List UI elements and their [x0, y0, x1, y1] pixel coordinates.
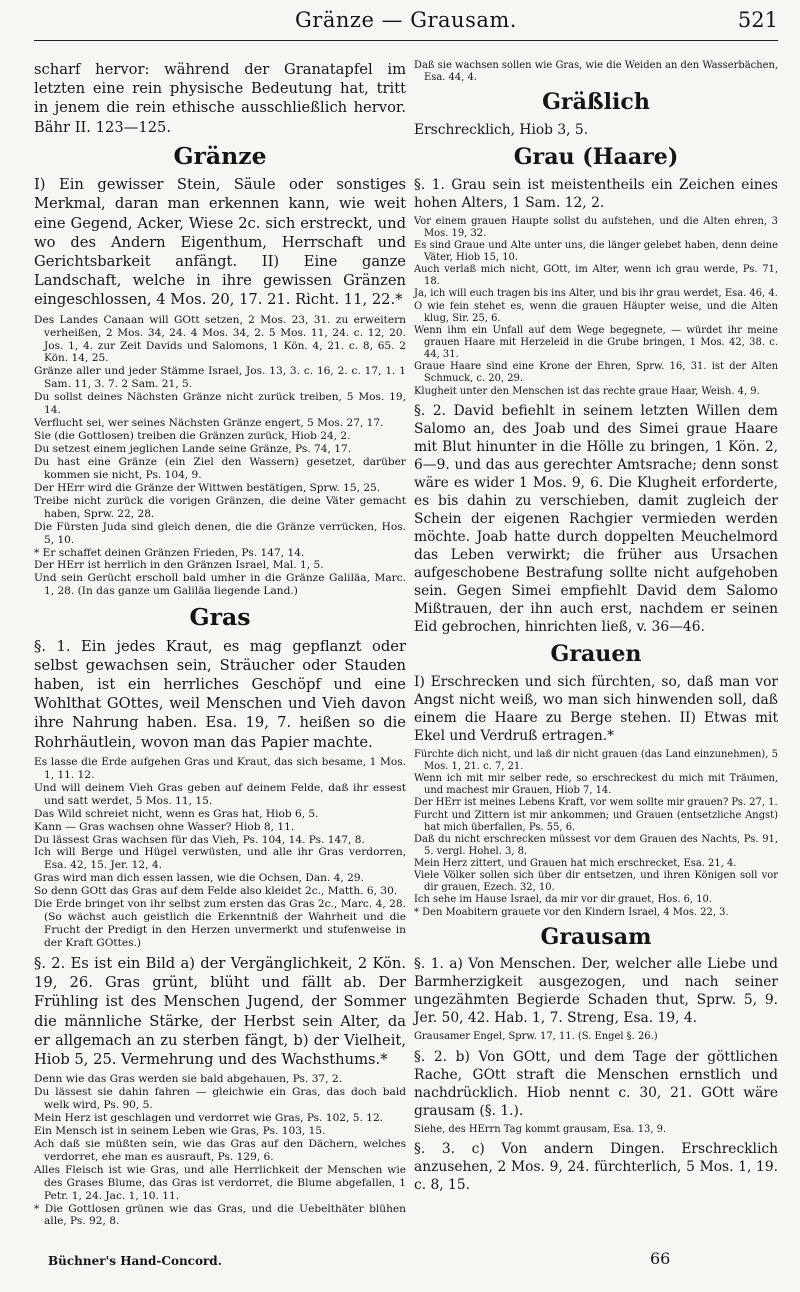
paragraph: §. 2. b) Von GOtt, und dem Tage der göttlichen Rache, GOtt straft die Menschen ernstlich und nachdrücklich. Hiob nennt c. 30, 21. GOtt wäre grausam (§. 1.).: [414, 1048, 778, 1119]
paragraph: §. 1. Grau sein ist meistentheils ein Zeichen eines hohen Alters, 1 Sam. 12, 2.: [414, 176, 778, 211]
citation: Furcht und Zittern ist mir ankommen; und Grauen (entsetzliche Angst) hat mich überfallen, Ps. 55, 6.: [414, 809, 778, 833]
paragraph: §. 2. Es ist ein Bild a) der Vergänglichkeit, 2 Kön. 19, 26. Gras grünt, blüht und fällt ab. Der Frühling ist des Menschen Jugend, der Sommer die männliche Stärke, der Herbst sein Alter, da er allgemach an zu sterben fängt, b) der Vielheit, Hiob 5, 25. Vermehrung und des Wachsthums.*: [34, 954, 406, 1068]
entry-heading-grauen: Grauen: [550, 641, 642, 668]
paragraph: §. 1. Ein jedes Kraut, es mag gepflanzt oder selbst gewachsen sein, Sträucher oder Stauden haben, ist ein herrliches Geschöpf und eine Wohlthat GOttes, weil Menschen und Vieh davon ihre Nahrung haben. Esa. 19, 7. heißen so die Rohrhäutlein, wovon man das Papier machte.: [34, 637, 406, 751]
citation: Vor einem grauen Haupte sollst du aufstehen, und die Alten ehren, 3 Mos. 19, 32.: [414, 215, 778, 239]
citation: Und will deinem Vieh Gras geben auf deinem Felde, daß ihr essest und satt werdet, 5 Mos. 11, 15.: [34, 781, 406, 807]
citation: Und sein Gerücht erscholl bald umher in die Gränze Galiläa, Marc. 1, 28. (In das ganze um Galiläa liegende Land.): [34, 572, 406, 598]
citation: Kann — Gras wachsen ohne Wasser? Hiob 8, 11.: [34, 820, 295, 833]
paragraph: §. 2. David befiehlt in seinem letzten Willen dem Salomo an, des Joab und des Simei graue Haare mit Blut hinunter in die Hölle zu bringen, 1 Kön. 2, 6—9. und das aus gerechter Amtsrache; denn sonst wäre es wider 1 Mos. 9, 6. Die Klugheit erforderte, es bis dahin zu verschieben, damit zugleich der Schein der eigenen Rachgier vermieden werden möchte. Joab hatte durch doppelten Meuchelmord das Leben verwirkt; die früher aus Ursachen aufgeschobene Bestrafung sollte nicht aufgehoben sein. Gegen Simei empfiehlt David dem Salomo Mißtrauen, der ihn auch erst, nachdem er seinen Eid gebrochen, hinrichten ließ, v. 36—46.: [414, 402, 778, 636]
page-number: 521: [737, 8, 778, 32]
citation: Sie (die Gottlosen) treiben die Gränzen zurück, Hiob 24, 2.: [34, 430, 351, 443]
citation: Siehe, des HErrn Tag kommt grausam, Esa. 13, 9.: [414, 1123, 667, 1135]
citation: Die Erde bringet von ihr selbst zum ersten das Gras 2c., Marc. 4, 28. (So wächst auch geistlich die Erkenntniß der Wahrheit und die Frucht der Predigt in den Herzen unvermerkt und stufenweise in der Kraft GOttes.): [34, 898, 406, 950]
citation: Ich will Berge und Hügel verwüsten, und alle ihr Gras verdorren, Esa. 42, 15. Jer. 12, 4.: [34, 846, 406, 872]
citation: Der HErr ist meines Lebens Kraft, vor wem sollte mir grauen? Ps. 27, 1.: [414, 797, 778, 809]
signature-mark: 66: [650, 1249, 671, 1268]
citation: Auch verlaß mich nicht, GOtt, im Alter, wenn ich grau werde, Ps. 71, 18.: [414, 264, 778, 288]
paragraph: scharf hervor: während der Granatapfel im letzten eine rein physische Bedeutung hat, tritt in jenem die rein ethische ausschließlich hervor. Bähr II. 123—125.: [34, 61, 406, 136]
citation: Daß du nicht erschrecken müssest vor dem Grauen des Nachts, Ps. 91, 5. vergl. Hohel. 3, 8.: [414, 833, 778, 857]
citation: * Den Moabitern grauete vor den Kindern Israel, 4 Mos. 22, 3.: [414, 906, 729, 918]
citation: Ich sehe im Hause Israel, da mir vor dir grauet, Hos. 6, 10.: [414, 894, 713, 906]
citation: Das Wild schreiet nicht, wenn es Gras hat, Hiob 6, 5.: [34, 807, 319, 820]
citation: Alles Fleisch ist wie Gras, und alle Herrlichkeit der Menschen wie des Grases Blume, das Gras ist verdorret, die Blume abgefallen, 1 Petr. 1, 24. Jac. 1, 10. 11.: [34, 1163, 406, 1202]
citation: Ein Mensch ist in seinem Leben wie Gras, Ps. 103, 15.: [34, 1124, 326, 1137]
citation: Ja, ich will euch tragen bis ins Alter, und bis ihr grau werdet, Esa. 46, 4.: [414, 288, 778, 300]
citation: Grausamer Engel, Sprw. 17, 11. (S. Engel §. 26.): [414, 1031, 658, 1043]
entry-heading-grausam: Grausam: [540, 923, 652, 950]
entry-heading-graesslich: Gräßlich: [542, 89, 650, 116]
citation: Wenn ich mit mir selber rede, so erschreckest du mich mit Träumen, und machest mir Grauen, Hiob 7, 14.: [414, 773, 778, 797]
citation: Viele Völker sollen sich über dir entsetzen, und ihren Königen soll vor dir grauen, Ezech. 32, 10.: [414, 870, 778, 894]
definition: I) Erschrecken und sich fürchten, so, daß man vor Angst nicht weiß, wo man sich hinwenden soll, daß einem die Haare zu Berge stehen. II) Etwas mit Ekel und Verdruß ertragen.*: [414, 673, 778, 744]
left-column: [34, 60, 406, 1228]
definition: Erschrecklich, Hiob 3, 5.: [414, 121, 589, 138]
citation: Klugheit unter den Menschen ist das rechte graue Haar, Weish. 4, 9.: [414, 385, 760, 397]
definition: I) Ein gewisser Stein, Säule oder sonstiges Merkmal, daran man erkennen kann, wie weit eine Gegend, Acker, Wiese 2c. sich erstreckt, und wo des Andern Eigenthum, Herrschaft und Gerichtsbarkeit anfängt. II) Eine ganze Landschaft, welche in ihre gewissen Gränzen eingeschlossen, 4 Mos. 20, 17. 21. Richt. 11, 22.*: [34, 176, 406, 309]
citation: Du hast eine Gränze (ein Ziel den Wassern) gesetzet, darüber kommen sie nicht, Ps. 104, 9.: [34, 455, 406, 481]
citation: Graue Haare sind eine Krone der Ehren, Sprw. 16, 31. ist der Alten Schmuck, c. 20, 29.: [414, 361, 778, 385]
citation: Mein Herz ist geschlagen und verdorret wie Gras, Ps. 102, 5. 12.: [34, 1111, 384, 1124]
right-column: [414, 60, 778, 1194]
citation: * Er schaffet deinen Gränzen Frieden, Ps. 147, 14.: [34, 546, 305, 559]
publisher-footer: Büchner's Hand-Concord.: [48, 1254, 222, 1268]
paragraph: §. 1. a) Von Menschen. Der, welcher alle Liebe und Barmherzigkeit ausgezogen, und nach seiner ungezähmten Begierde Schaden thut, Sprw. 5, 9. Jer. 50, 42. Hab. 1, 7. Streng, Esa. 19, 4.: [414, 956, 778, 1027]
citation: Mein Herz zittert, und Grauen hat mich erschrecket, Esa. 21, 4.: [414, 858, 737, 870]
citation: Gränze aller und jeder Stämme Israel, Jos. 13, 3. c. 16, 2. c. 17, 1. 1 Sam. 11, 3. 7. 2 Sam. 21, 5.: [34, 365, 406, 391]
running-title: Gränze — Grausam.: [295, 8, 517, 32]
citation: O wie fein stehet es, wenn die grauen Häupter weise, und die Alten klug, Sir. 25, 6.: [414, 300, 778, 324]
citation: Es lasse die Erde aufgehen Gras und Kraut, das sich besame, 1 Mos. 1, 11. 12.: [34, 755, 406, 781]
citation: Du sollst deines Nächsten Gränze nicht zurück treiben, 5 Mos. 19, 14.: [34, 391, 406, 417]
citation: Du setzest einem jeglichen Lande seine Gränze, Ps. 74, 17.: [34, 443, 352, 456]
entry-heading-gras: Gras: [189, 603, 251, 632]
citation: Der HErr ist herrlich in den Gränzen Israel, Mal. 1, 5.: [34, 559, 324, 572]
citation: Daß sie wachsen sollen wie Gras, wie die Weiden an den Wasserbächen, Esa. 44, 4.: [414, 60, 778, 84]
citation: So denn GOtt das Gras auf dem Felde also kleidet 2c., Matth. 6, 30.: [34, 885, 398, 898]
citation: Du lässest sie dahin fahren — gleichwie ein Gras, das doch bald welk wird, Ps. 90, 5.: [34, 1086, 406, 1112]
citation: Ach daß sie müßten sein, wie das Gras auf den Dächern, welches verdorret, ehe man es ausrauft, Ps. 129, 6.: [34, 1137, 406, 1163]
citation: Der HErr wird die Gränze der Wittwen bestätigen, Sprw. 15, 25.: [34, 481, 381, 494]
citation: Du lässest Gras wachsen für das Vieh, Ps. 104, 14. Ps. 147, 8.: [34, 833, 365, 846]
citation: Verflucht sei, wer seines Nächsten Gränze engert, 5 Mos. 27, 17.: [34, 417, 384, 430]
citation: Wenn ihm ein Unfall auf dem Wege begegnete, — würdet ihr meine grauen Haare mit Herzeleid in die Grube bringen, 1 Mos. 42, 38. c. 44, 31.: [414, 324, 778, 361]
entry-heading-grau: Grau (Haare): [513, 143, 679, 170]
citation: * Die Gottlosen grünen wie das Gras, und die Uebelthäter blühen alle, Ps. 92, 8.: [34, 1202, 406, 1228]
citation: Treibe nicht zurück die vorigen Gränzen, die deine Väter gemacht haben, Sprw. 22, 28.: [34, 494, 406, 520]
citation: Des Landes Canaan will GOtt setzen, 2 Mos. 23, 31. zu erweitern verheißen, 2 Mos. 34, 24. 4 Mos. 34, 2. 5 Mos. 11, 24. c. 12, 20. Jos. 1, 4. zur Zeit Davids und Salomons, 1 Kön. 4, 21. c. 8, 65. 2 Kön. 14, 25.: [34, 313, 406, 365]
citation: Die Fürsten Juda sind gleich denen, die die Gränze verrücken, Hos. 5, 10.: [34, 520, 406, 546]
paragraph: §. 3. c) Von andern Dingen. Erschrecklich anzusehen, 2 Mos. 9, 24. fürchterlich, 5 Mos. 1, 19. c. 8, 15.: [414, 1140, 778, 1193]
citation: Denn wie das Gras werden sie bald abgehauen, Ps. 37, 2.: [34, 1073, 342, 1086]
citation: Gras wird man dich essen lassen, wie die Ochsen, Dan. 4, 29.: [34, 872, 364, 885]
citation: Fürchte dich nicht, und laß dir nicht grauen (das Land einzunehmen), 5 Mos. 1, 21. c. 7, 21.: [414, 748, 778, 772]
entry-heading-graenze: Gränze: [173, 141, 267, 170]
citation: Es sind Graue und Alte unter uns, die länger gelebet haben, denn deine Väter, Hiob 15, 10.: [414, 239, 778, 263]
running-header: [34, 6, 778, 41]
